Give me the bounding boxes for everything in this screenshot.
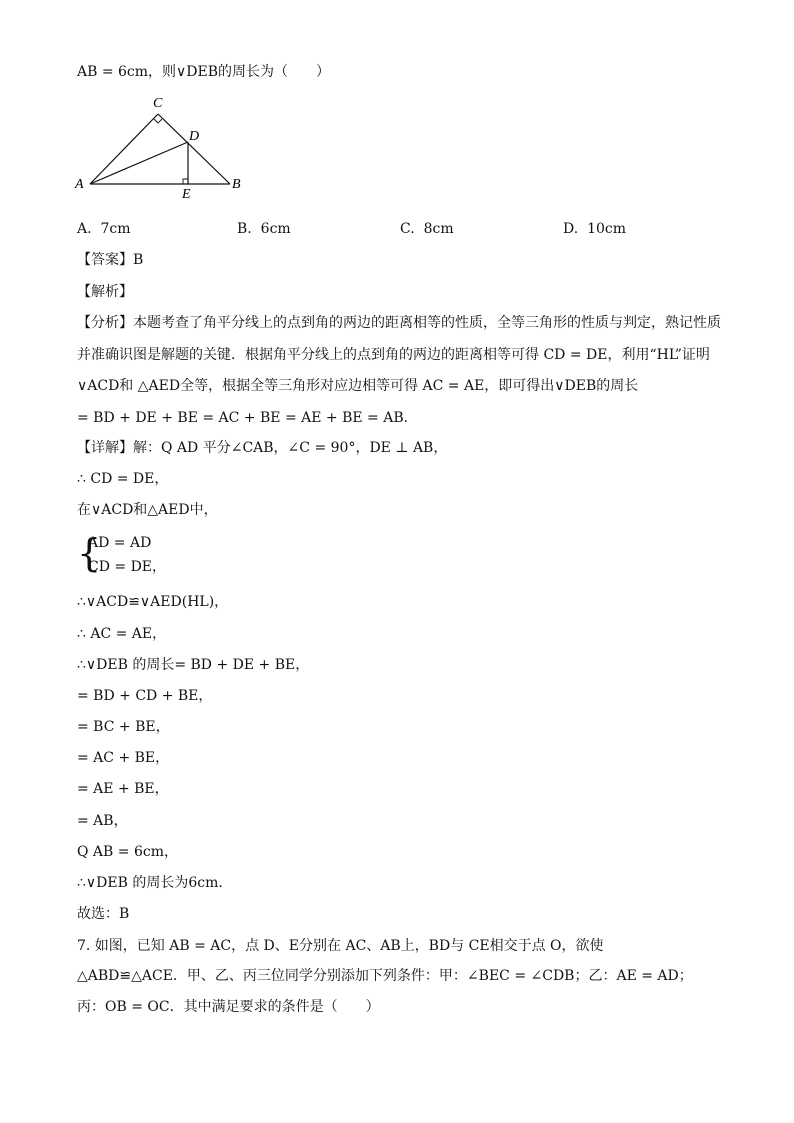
detail-line: 在∨ACD和△AED中， [77,502,218,518]
answer-line: 【答案】B [77,252,144,268]
segment-ad [90,142,188,184]
side-ac [90,114,158,184]
label-d: D [189,129,200,144]
question-tail: AB = 6cm，则∨DEB的周长为（ ） [77,64,331,80]
right-angle-c [154,119,162,123]
choice-a: A. 7cm [77,221,131,237]
analysis-line: ∨ACD和 △AED全等，根据全等三角形对应边相等可得 AC = AE，即可得出∨DEB的周长 [77,378,639,394]
system-eq-2: CD = DE， [88,559,167,575]
system-brace: { [77,531,102,575]
detail-line: 【详解】解：Q AD 平分∠CAB，∠C = 90°，DE ⊥ AB， [77,440,448,456]
detail-line: ∴ CD = DE， [77,471,169,487]
conclusion-line: 故选：B [77,906,130,922]
right-angle-e [183,179,188,184]
next-question-line: △ABD≌△ACE．甲、乙、丙三位同学分别添加下列条件：甲：∠BEC = ∠CDB；乙：AE = AD； [77,968,693,984]
step-line: = AB， [77,813,128,829]
step-line: ∴∨DEB 的周长为6cm． [77,875,233,891]
label-c: C [153,96,163,111]
next-question-line: 丙：OB = OC．其中满足要求的条件是（ ） [77,999,380,1015]
step-line: ∴∨ACD≌∨AED(HL)， [77,594,229,610]
step-line: Q AB = 6cm， [77,844,178,860]
step-line: ∴∨DEB 的周长= BD + DE + BE， [77,657,310,673]
label-a: A [75,177,84,192]
step-line: ∴ AC = AE， [77,626,167,642]
step-line: = AE + BE， [77,781,169,797]
label-b: B [232,177,241,192]
choice-c: C. 8cm [400,221,454,237]
label-e: E [182,187,191,202]
step-line: = AC + BE， [77,750,170,766]
choice-b: B. 6cm [237,221,291,237]
choice-d: D. 10cm [563,221,627,237]
next-question-line: 7. 如图，已知 AB = AC，点 D、E分别在 AC、AB上，BD与 CE相交于点 O，欲使 [77,938,604,954]
analysis-heading: 【解析】 [77,284,133,300]
system-eq-1: AD = AD [88,535,152,551]
analysis-line: 并准确识图是解题的关键．根据角平分线上的点到角的两边的距离相等可得 CD = DE，利用“HL”证明 [77,347,710,363]
step-line: = BC + BE， [77,719,170,735]
analysis-line: = BD + DE + BE = AC + BE = AE + BE = AB． [77,410,418,426]
analysis-line: 【分析】本题考查了角平分线上的点到角的两边的距离相等的性质，全等三角形的性质与判定，熟记性质 [77,315,721,331]
geometry-figure [70,92,260,202]
side-cb [158,114,230,184]
step-line: = BD + CD + BE， [77,688,213,704]
